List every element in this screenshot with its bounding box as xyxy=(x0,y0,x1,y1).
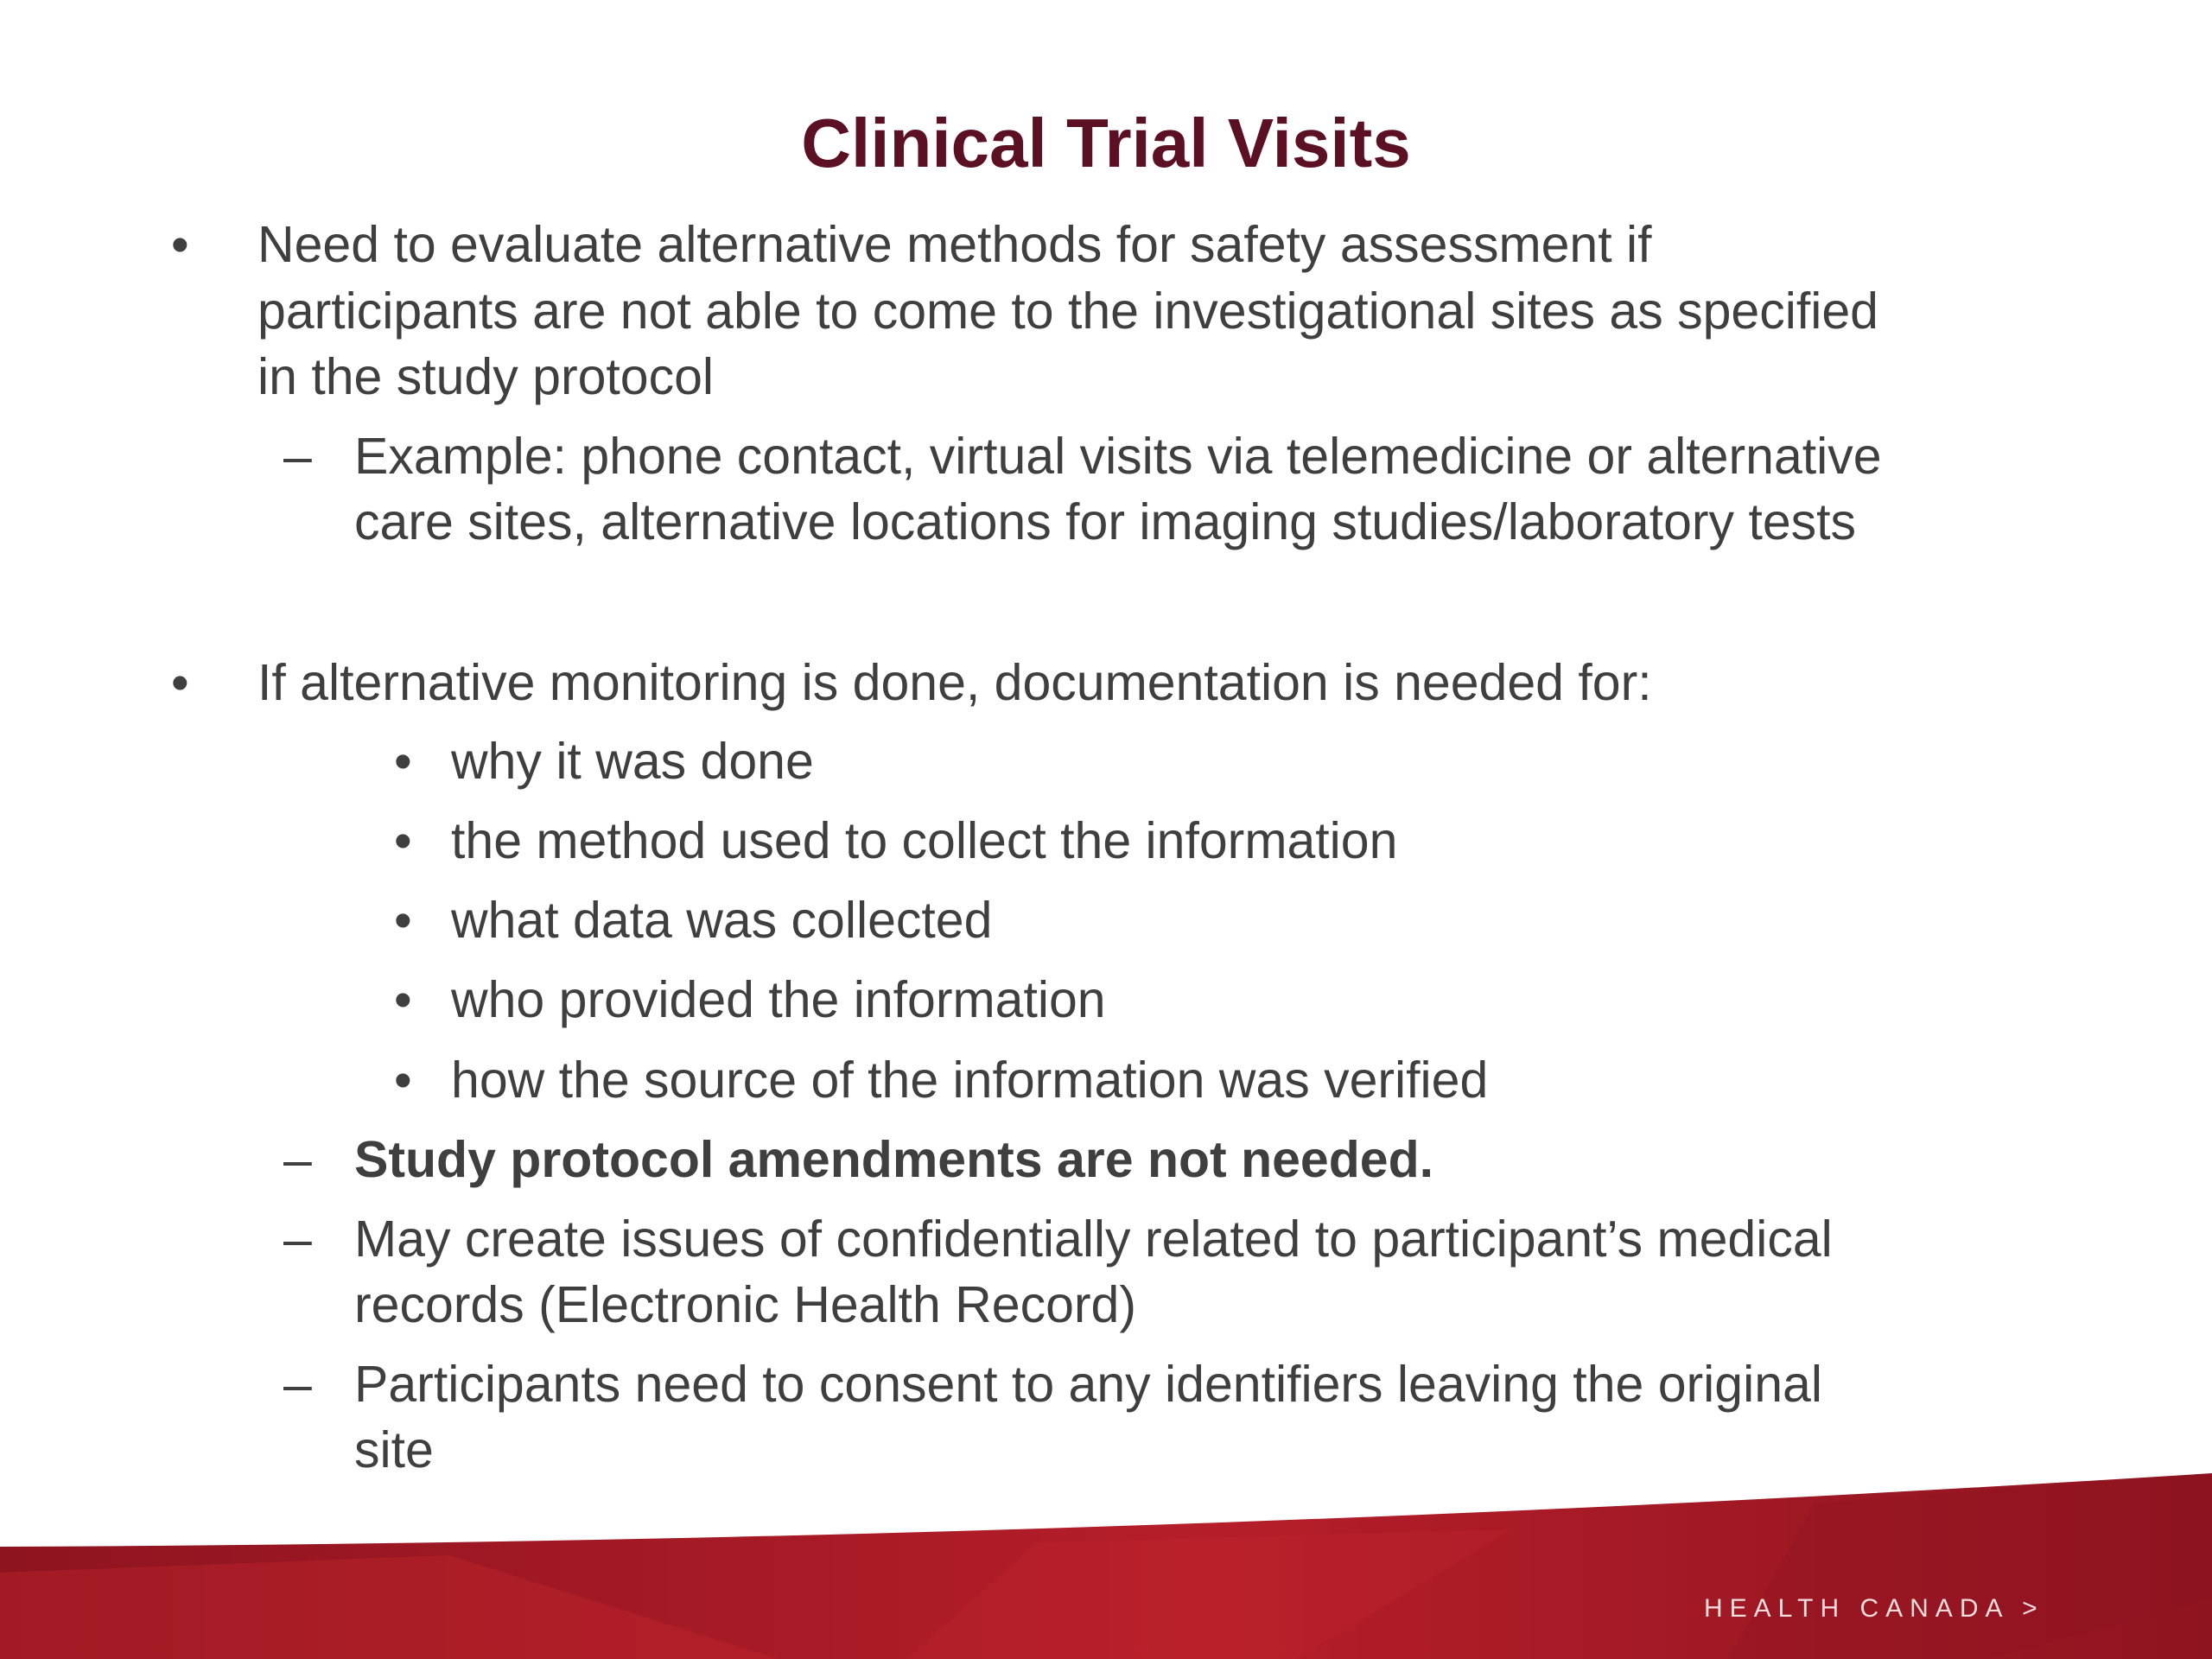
sub-bullet-marker: • xyxy=(394,733,412,790)
list-item: what data was collected xyxy=(451,892,993,949)
bullet-1-sub-line-2: care sites, alternative locations for imaging studies/laboratory tests xyxy=(354,493,1857,550)
sub-bullet-marker: • xyxy=(394,812,412,869)
list-item: the method used to collect the information xyxy=(451,812,1398,869)
sub-bullet-marker: • xyxy=(394,971,412,1028)
bullet-2-sub-3-line-1: Participants need to consent to any identifiers leaving the original xyxy=(354,1356,1822,1413)
bullet-2-sub-3-line-2: site xyxy=(354,1421,434,1478)
bullet-1-line-2: participants are not able to come to the investigational sites as specified xyxy=(257,283,1878,340)
dash-marker: – xyxy=(283,428,312,485)
bullet-1-sub-line-1: Example: phone contact, virtual visits via telemedicine or alternative xyxy=(354,428,1882,485)
footer-band xyxy=(0,1460,2212,1659)
list-item: why it was done xyxy=(451,733,814,790)
bullet-1-line-1: Need to evaluate alternative methods for safety assessment if xyxy=(257,216,1652,273)
bullet-2-sub-2-line-2: records (Electronic Health Record) xyxy=(354,1276,1136,1333)
bullet-2-sub-1-bold: Study protocol amendments are not needed. xyxy=(354,1131,1434,1188)
bullet-1-line-3: in the study protocol xyxy=(257,348,715,405)
dash-marker: – xyxy=(283,1211,312,1268)
sub-bullet-marker: • xyxy=(394,892,412,949)
health-canada-brand: HEALTH CANADA > xyxy=(1704,1594,2044,1623)
bullet-marker: • xyxy=(171,216,189,273)
list-item: who provided the information xyxy=(451,971,1106,1028)
dash-marker: – xyxy=(283,1356,312,1413)
bullet-2-text: If alternative monitoring is done, documentation is needed for: xyxy=(257,654,1652,711)
list-item: how the source of the information was verified xyxy=(451,1052,1489,1109)
dash-marker: – xyxy=(283,1131,312,1188)
bullet-2-sub-2-line-1: May create issues of confidentially related to participant’s medical xyxy=(354,1211,1833,1268)
sub-bullet-marker: • xyxy=(394,1052,412,1109)
slide-title: Clinical Trial Visits xyxy=(801,105,1411,181)
bullet-marker: • xyxy=(171,654,189,711)
